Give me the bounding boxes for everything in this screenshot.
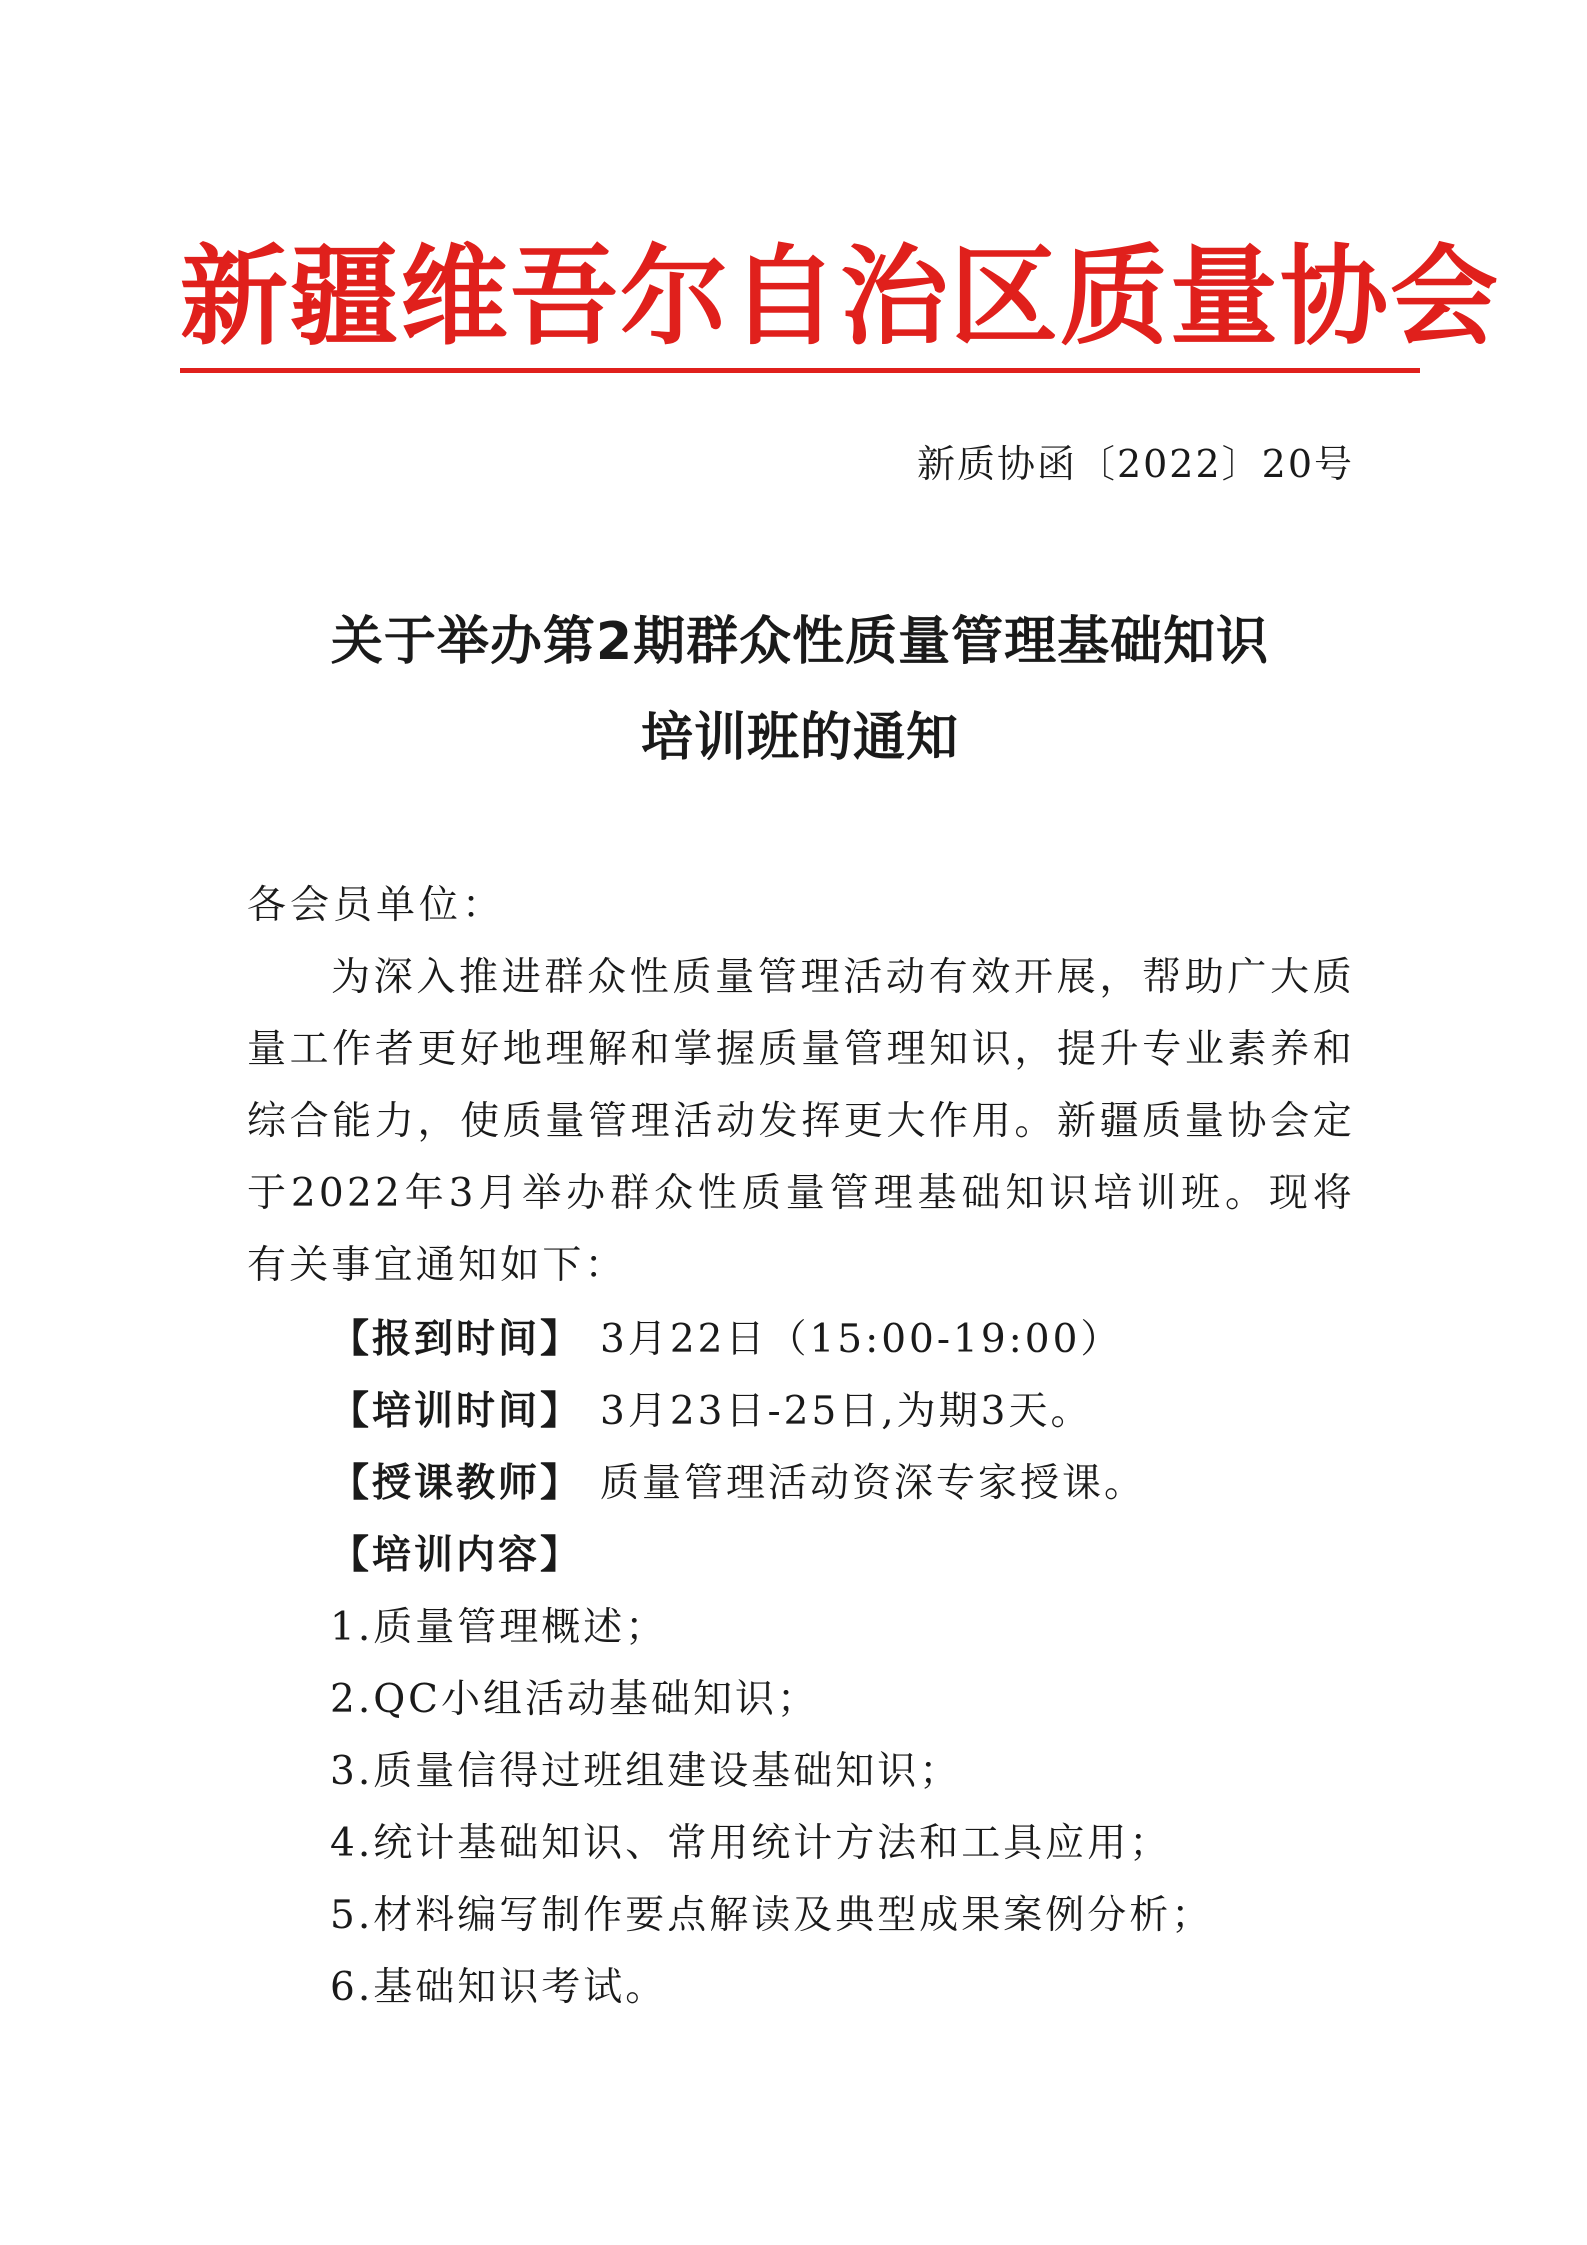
detail-label: 【报到时间】 bbox=[330, 1317, 583, 1362]
document-number: 新质协函〔2022〕20号 bbox=[916, 442, 1354, 486]
list-item: 6.基础知识考试。 bbox=[330, 1965, 668, 2010]
detail-value: 质量管理活动资深专家授课。 bbox=[600, 1461, 1147, 1506]
salutation: 各会员单位： bbox=[247, 883, 506, 928]
letterhead-org-name: 新疆维吾尔自治区质量协会 bbox=[180, 235, 1501, 360]
detail-instructor bbox=[330, 1448, 1146, 1520]
letterhead-red-rule bbox=[180, 368, 1420, 373]
list-item: 2.QC小组活动基础知识； bbox=[330, 1677, 820, 1722]
detail-training-time bbox=[330, 1376, 1092, 1448]
detail-label: 【培训时间】 bbox=[330, 1389, 583, 1434]
intro-paragraph: 为深入推进群众性质量管理活动有效开展，帮助广大质量工作者更好地理解和掌握质量管理知识，提升专业素养和综合能力，使质量管理活动发挥更大作用。新疆质量协会定于2022年3月举办群众性质量管理基础知识培训班。现将有关事宜通知如下： bbox=[247, 955, 1355, 1288]
content-section-heading bbox=[330, 1520, 582, 1592]
list-item: 5.材料编写制作要点解读及典型成果案例分析； bbox=[330, 1893, 1214, 1938]
title-line-2: 培训班的通知 bbox=[640, 708, 959, 768]
list-item: 3.质量信得过班组建设基础知识； bbox=[330, 1749, 962, 1794]
title-line-1: 关于举办第2期群众性质量管理基础知识 bbox=[330, 612, 1270, 672]
content-section-label: 【培训内容】 bbox=[330, 1533, 583, 1578]
detail-value: 3月23日-25日,为期3天。 bbox=[600, 1389, 1093, 1434]
list-item: 1.质量管理概述； bbox=[330, 1605, 668, 1650]
list-item: 4.统计基础知识、常用统计方法和工具应用； bbox=[330, 1821, 1172, 1866]
detail-registration-time bbox=[330, 1304, 1122, 1376]
training-content-list bbox=[330, 1592, 1213, 2024]
detail-label: 【授课教师】 bbox=[330, 1461, 583, 1506]
detail-value: 3月22日（15:00-19:00） bbox=[600, 1317, 1123, 1362]
